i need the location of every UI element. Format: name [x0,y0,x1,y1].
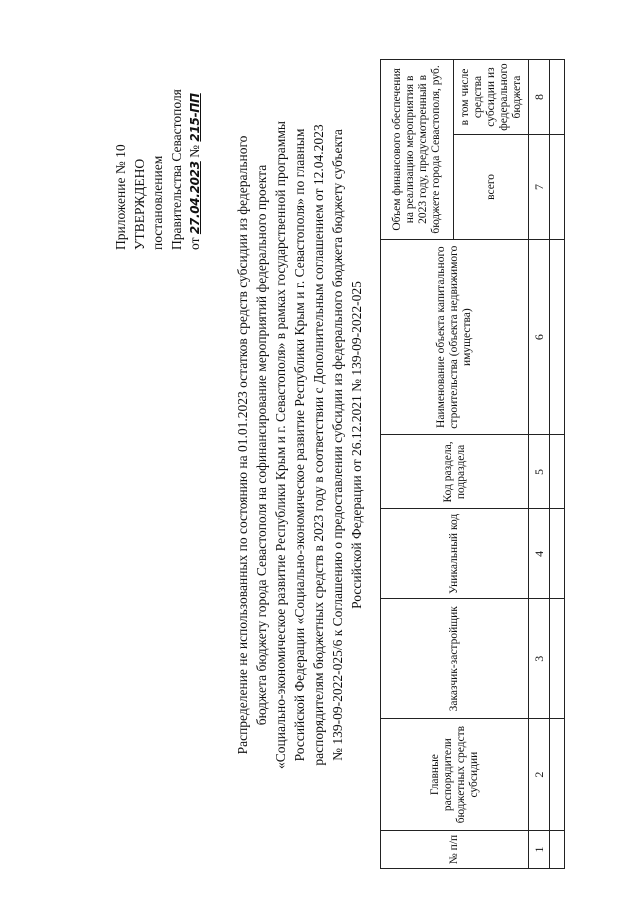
empty-cell [550,60,565,135]
resolution-label: постановлением [150,155,165,250]
column-number: 6 [529,239,550,435]
title-line: № 139-09-2022-025/6 к Соглашению о предоставлении субсидии из федерального бюджета бюджету субъекта [330,129,345,761]
approved-label: УТВЕРЖДЕНО [131,158,147,250]
title-line: Российской Федерации от 26.12.2021 № 139-09-2022-025 [349,281,364,609]
column-number: 4 [529,509,550,599]
approval-date-line [186,10,205,250]
empty-cell [550,719,565,831]
empty-cell [550,599,565,719]
header-col-federal-subsidy: в том числе средства субсидии из федерального бюджета [454,60,529,135]
empty-cell [550,239,565,435]
column-number: 5 [529,435,550,509]
title-line: бюджета бюджету города Севастополя на софинансирование мероприятий федерального проекта [254,164,269,726]
header-group-funding: Объем финансового обеспечения на реализацию мероприятия в 2023 году, предусмотренный в бюджете города Севастополя, руб. [381,60,454,240]
header-row [381,60,454,869]
title-line: распорядителям бюджетных средств в 2023 году в соответствии с Дополнительным соглашением от 12.04.2023 [311,124,326,766]
empty-row [550,60,565,869]
empty-cell [550,135,565,240]
handwritten-date: 27.04.2023 [188,161,202,235]
header-col-object-name: Наименование объекта капитального строительства (объекта недвижимого имущества) [381,239,529,435]
empty-cell [550,509,565,599]
appendix-number: Приложение № 10 [113,144,128,250]
column-number: 3 [529,599,550,719]
title-line: «Социально-экономическое развитие Республики Крым и г. Севастополя» в рамках государственной программы [273,121,288,769]
header-col-budget-managers: Главные распорядители бюджетных средств субсидии [381,719,529,831]
handwritten-number: 215-ПП [188,93,202,142]
header-col-customer-developer: Заказчик-застройщик [381,599,529,719]
date-prefix: от [187,237,202,250]
column-number-row [529,60,550,869]
column-number: 2 [529,719,550,831]
header-col-total: всего [454,135,529,240]
number-prefix: № [187,144,202,158]
title-line: Российской Федерации «Социально-экономическое развитие Республики Крым и г. Севастополя» по главным [292,128,307,762]
government-label: Правительства Севастополя [168,89,184,250]
empty-cell [550,831,565,869]
column-number: 7 [529,135,550,240]
header-col-section-code: Код раздела, подраздела [381,435,529,509]
distribution-table [380,59,565,869]
header-col-unique-code: Уникальный код [381,509,529,599]
approval-block [112,10,205,250]
title-line: Распределение не использованных по состоянию на 01.01.2023 остатков средств субсидии из федерального [235,135,250,755]
column-number: 8 [529,60,550,135]
document-title [233,55,366,835]
column-number: 1 [529,831,550,869]
empty-cell [550,435,565,509]
header-col-number: № п/п [381,831,529,869]
